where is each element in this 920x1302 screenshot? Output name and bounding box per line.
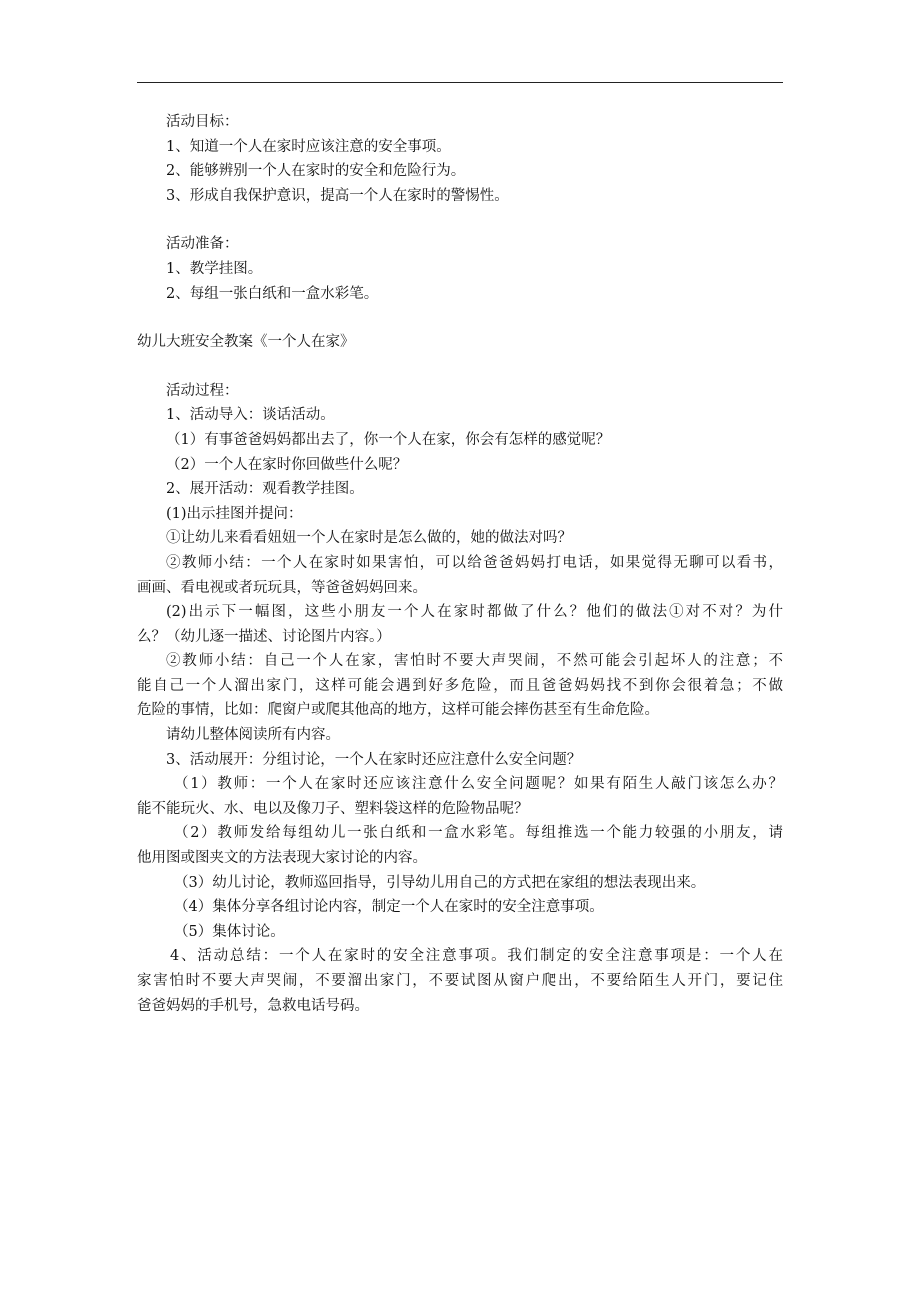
document-title: 幼儿大班安全教案《一个人在家》 xyxy=(137,334,355,351)
process-line: （2）一个人在家时你回做些什么呢？ xyxy=(166,456,408,473)
process-line: 4、活动总结：一个人在家时的安全注意事项。我们制定的安全注意事项是：一个人在 xyxy=(170,948,783,965)
goals-item: 2、能够辨别一个人在家时的安全和危险行为。 xyxy=(166,163,466,180)
goals-item: 1、知道一个人在家时应该注意的安全事项。 xyxy=(166,138,451,155)
process-line: 么？（幼儿逐一描述、讨论图片内容。） xyxy=(137,628,391,645)
process-heading: 活动过程： xyxy=(166,382,239,399)
goals-heading: 活动目标： xyxy=(166,114,239,130)
process-line: ②教师小结：自己一个人在家，害怕时不要大声哭闹，不然可能会引起坏人的注意；不 xyxy=(166,653,783,670)
process-line: （3）幼儿讨论，教师巡回指导，引导幼儿用自己的方式把在家组的想法表现出来。 xyxy=(174,874,706,891)
process-line: 3、活动展开：分组讨论，一个人在家时还应注意什么安全问题？ xyxy=(166,751,582,768)
prep-item: 2、每组一张白纸和一盒水彩笔。 xyxy=(166,285,379,302)
header-rule xyxy=(137,82,783,83)
process-line: （1）有事爸爸妈妈都出去了，你一个人在家，你会有怎样的感觉呢？ xyxy=(166,431,611,448)
process-line: 1、活动导入：谈话活动。 xyxy=(166,407,335,424)
process-line: （2）教师发给每组幼儿一张白纸和一盒水彩笔。每组推选一个能力较强的小朋友，请 xyxy=(174,825,783,842)
process-line: （4）集体分享各组讨论内容，制定一个人在家时的安全注意事项。 xyxy=(174,899,604,916)
prep-heading: 活动准备： xyxy=(166,236,239,253)
process-line: ②教师小结：一个人在家时如果害怕，可以给爸爸妈妈打电话，如果觉得无聊可以看书， xyxy=(166,554,783,571)
process-line: 他用图或图夹文的方法表现大家讨论的内容。 xyxy=(137,850,427,867)
document-body xyxy=(137,110,783,1018)
process-line: 危险的事情，比如：爬窗户或爬其他高的地方，这样可能会摔伤甚至有生命危险。 xyxy=(137,702,659,719)
process-line: （1）教师：一个人在家时还应该注意什么安全问题呢？如果有陌生人敲门该怎么办？ xyxy=(174,776,783,793)
process-line: 爸爸妈妈的手机号，急救电话号码。 xyxy=(137,997,369,1014)
process-line: 2、展开活动：观看教学挂图。 xyxy=(166,481,364,498)
prep-item: 1、教学挂图。 xyxy=(166,260,263,277)
process-line: (1)出示挂图并提问： xyxy=(166,505,303,522)
process-line: ①让幼儿来看看妞妞一个人在家时是怎么做的，她的做法对吗？ xyxy=(166,530,572,547)
process-line: (2)出示下一幅图，这些小朋友一个人在家时都做了什么？他们的做法①对不对？为什 xyxy=(166,604,783,621)
process-line: 画画、看电视或者玩玩具，等爸爸妈妈回来。 xyxy=(137,579,427,596)
process-line: （5）集体讨论。 xyxy=(174,923,285,940)
process-line: 能不能玩火、水、电以及像刀子、塑料袋这样的危险物品呢？ xyxy=(137,800,529,817)
process-line: 请幼儿整体阅读所有内容。 xyxy=(166,727,340,744)
process-line: 能自己一个人溜出家门，这样可能会遇到好多危险，而且爸爸妈妈找不到你会很着急；不做 xyxy=(137,677,783,694)
goals-item: 3、形成自我保护意识，提高一个人在家时的警惕性。 xyxy=(166,187,509,204)
process-line: 家害怕时不要大声哭闹，不要溜出家门，不要试图从窗户爬出，不要给陌生人开门，要记住 xyxy=(137,973,783,989)
